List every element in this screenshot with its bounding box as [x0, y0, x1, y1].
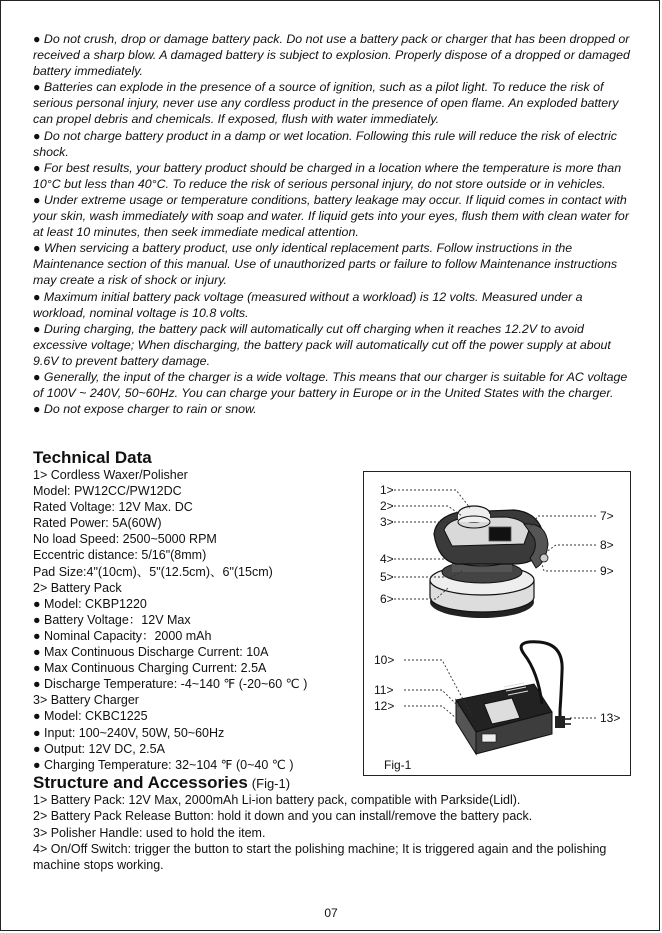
- structure-item: 2> Battery Pack Release Button: hold it down and you can install/remove the battery pack.: [33, 809, 533, 824]
- callout-7: 7>: [600, 509, 614, 523]
- figure-caption: Fig-1: [384, 758, 412, 772]
- callout-6: 6>: [380, 592, 394, 606]
- callout-9: 9>: [600, 564, 614, 578]
- spec-line: ● Nominal Capacity：2000 mAh: [33, 628, 212, 643]
- warning-item: ● Do not crush, drop or damage battery pack. Do not use a battery pack or charger that has been dropped or received a sharp blow. A damaged battery is subject to explosion. Properly dispose of a dropped or damaged battery immediately.: [33, 32, 630, 79]
- structure-item: 3> Polisher Handle: used to hold the item.: [33, 825, 266, 840]
- spec-line: ● Battery Voltage：12V Max: [33, 612, 191, 627]
- spec-line: ● Input: 100~240V, 50W, 50~60Hz: [33, 725, 225, 740]
- section-title-technical-data: Technical Data: [33, 448, 152, 467]
- structure-item: 4> On/Off Switch: trigger the button to start the polishing machine; It is triggered again and the polishing machine stops working.: [33, 841, 607, 873]
- polisher-illustration: [364, 472, 630, 775]
- callout-12: 12>: [374, 699, 395, 713]
- callout-8: 8>: [600, 538, 614, 552]
- warning-item: ● Batteries can explode in the presence of a source of ignition, such as a pilot light. To reduce the risk of serious personal injury, never use any cordless product in the presence of open flame. An exploded battery can propel debris and chemicals. If exposed, flush with water immediately.: [33, 80, 619, 127]
- structure-accessories-section: [33, 774, 633, 873]
- display-panel-shape: [489, 527, 511, 541]
- callout-10: 10>: [374, 653, 395, 667]
- spec-line: 3> Battery Charger: [33, 693, 139, 708]
- spec-line: ● Model: CKBC1225: [33, 709, 148, 724]
- section-title-structure: Structure and Accessories: [33, 773, 248, 792]
- spec-line: ● Max Continuous Discharge Current: 10A: [33, 645, 269, 660]
- callout-2: 2>: [380, 499, 394, 513]
- callout-5: 5>: [380, 570, 394, 584]
- warning-item: ● Do not expose charger to rain or snow.: [33, 402, 257, 417]
- warning-item: ● When servicing a battery product, use only identical replacement parts. Follow instructions in the Maintenance section of this manual. Use of unauthorized parts or failure to follow Maintenance instructions may create a risk of shock or injury.: [33, 241, 618, 288]
- warning-item: ● For best results, your battery product should be charged in a location where the temperature is more than 10°C but less than 40°C. To reduce the risk of serious personal injury, do not store outside or in vehicles.: [33, 160, 622, 191]
- spec-line: Model: PW12CC/PW12DC: [33, 484, 182, 499]
- callout-3: 3>: [380, 515, 394, 529]
- plug-shape: [555, 716, 565, 728]
- page-number: 07: [324, 906, 338, 920]
- callout-13: 13>: [600, 711, 621, 725]
- callout-1: 1>: [380, 483, 394, 497]
- figure-1-polisher-diagram: [363, 471, 631, 776]
- spec-line: 1> Cordless Waxer/Polisher: [33, 468, 188, 482]
- spec-line: ● Max Continuous Charging Current: 2.5A: [33, 661, 267, 676]
- safety-warnings: [33, 31, 633, 417]
- spec-line: ● Model: CKBP1220: [33, 596, 147, 611]
- spec-line: Rated Voltage: 12V Max. DC: [33, 500, 193, 515]
- spec-line: 2> Battery Pack: [33, 580, 122, 595]
- warning-item: ● Under extreme usage or temperature conditions, battery leakage may occur. If liquid comes in contact with your skin, wash immediately with soap and water. If liquid gets into your eyes, flush them with clean water for at least 10 minutes, then seek immediate medical attention.: [33, 192, 629, 240]
- technical-data-section: [33, 449, 363, 773]
- spec-line: ● Charging Temperature: 32~104 ℉ (0~40 ℃ ): [33, 757, 294, 772]
- section-subtitle-fig-ref: (Fig-1): [251, 776, 291, 791]
- structure-item: 1> Battery Pack: 12V Max, 2000mAh Li-ion battery pack, compatible with Parkside(Lidl).: [33, 793, 521, 808]
- callout-4: 4>: [380, 552, 394, 566]
- spec-line: ● Output: 12V DC, 2.5A: [33, 741, 165, 756]
- structure-heading: [33, 774, 633, 792]
- spec-line: Pad Size:4"(10cm)、5"(12.5cm)、6"(15cm): [33, 564, 273, 579]
- spec-line: No load Speed: 2500~5000 RPM: [33, 532, 217, 547]
- warning-item: ● During charging, the battery pack will automatically cut off charging when it reaches 12.2V to avoid excessive voltage; When discharging, the battery pack will automatically cut off the power supply at about 9.6V to prevent battery damage.: [33, 321, 611, 368]
- spec-line: Eccentric distance: 5/16"(8mm): [33, 548, 207, 563]
- warning-item: ● Maximum initial battery pack voltage (measured without a workload) is 12 volts. Measured under a workload, nominal voltage is 10.8 volts.: [33, 289, 583, 320]
- spec-line: ● Discharge Temperature: -4~140 ℉ (-20~60 ℃ ): [33, 677, 308, 692]
- warning-item: ● Do not charge battery product in a damp or wet location. Following this rule will reduce the risk of electric shock.: [33, 128, 617, 159]
- callout-11: 11>: [374, 683, 394, 697]
- warning-item: ● Generally, the input of the charger is a wide voltage. This means that our charger is suitable for AC voltage of 100V ~ 240V, 50~60Hz. You can charge your battery in Europe or in the United States with the charger.: [33, 369, 628, 401]
- spec-line: Rated Power: 5A(60W): [33, 516, 162, 531]
